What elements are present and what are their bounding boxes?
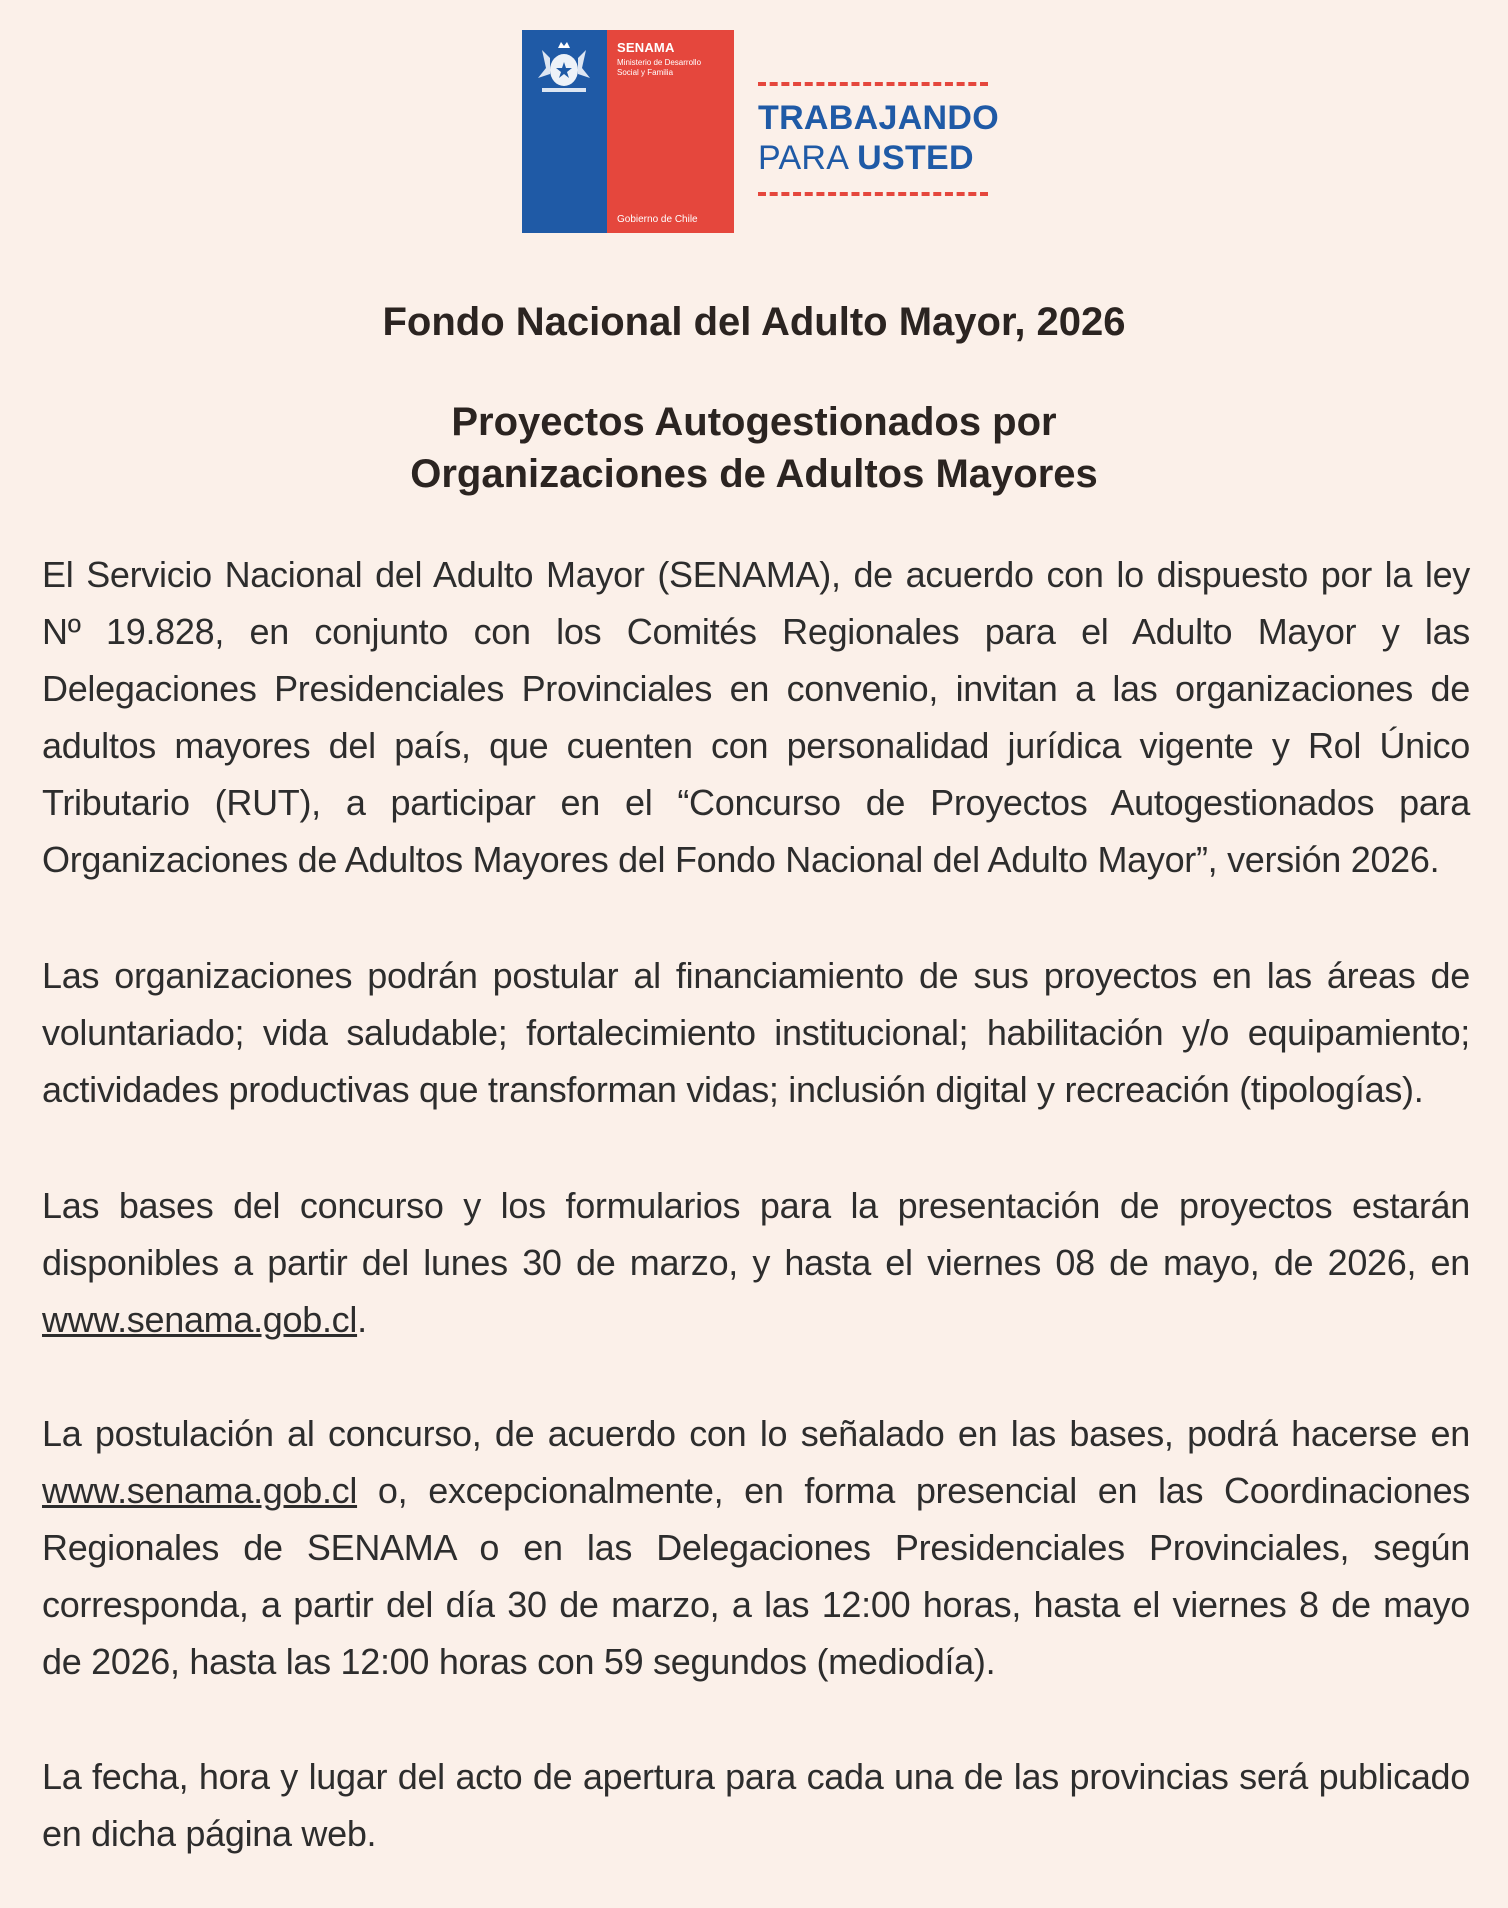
senama-logo bbox=[522, 30, 734, 233]
paragraph-opening-act: La fecha, hora y lugar del acto de apertura para cada una de las provincias será publicado en dicha página web. bbox=[42, 1756, 1470, 1854]
page-subtitle bbox=[0, 396, 1508, 500]
logo-ministry: Ministerio de Desarrollo Social y Familia bbox=[617, 58, 702, 77]
slogan-line2-a: PARA bbox=[758, 139, 858, 177]
paragraph-areas: Las organizaciones podrán postular al financiamiento de sus proyectos en las áreas de voluntariado; vida saludable; fortalecimiento institucional; habilitación y/o equipamiento; actividades productivas que transforman vidas; inclusión digital y recreación (tipologías). bbox=[42, 955, 1470, 1110]
paragraph-postulation bbox=[42, 1405, 1470, 1690]
paragraph-bases bbox=[42, 1177, 1470, 1348]
senama-website-link-2[interactable]: www.senama.gob.cl bbox=[42, 1470, 358, 1511]
coat-of-arms-icon bbox=[528, 38, 600, 98]
slogan-line1: TRABAJANDO bbox=[758, 99, 999, 137]
p3-text-before: Las bases del concurso y los formularios para la presentación de proyectos estarán disponibles a partir del lunes 30 de marzo, y hasta el viernes 08 de mayo, de 2026, en bbox=[42, 1185, 1470, 1283]
logo-government: Gobierno de Chile bbox=[617, 214, 698, 225]
slogan-line2-b: USTED bbox=[857, 139, 974, 177]
slogan-dash-bottom bbox=[758, 192, 988, 196]
slogan-dash-top bbox=[758, 82, 988, 86]
logo-red-panel bbox=[607, 30, 734, 233]
slogan bbox=[758, 82, 998, 196]
page-title: Fondo Nacional del Adulto Mayor, 2026 bbox=[382, 300, 1126, 344]
paragraph-invitation: El Servicio Nacional del Adulto Mayor (SENAMA), de acuerdo con lo dispuesto por la ley Nº 19.828, en conjunto con los Comités Regionales para el Adulto Mayor y las Delegaciones Presidenciales Provinciales en convenio, invitan a las organizaciones de adultos mayores del país, que cuenten con personalidad jurídica vigente y Rol Único Tributario (RUT), a participar en el “Concurso de Proyectos Autogestionados para Organizaciones de Adultos Mayores del Fondo Nacional del Adulto Mayor”, versión 2026. bbox=[42, 554, 1470, 880]
slogan-line2 bbox=[758, 138, 998, 178]
logo-blue-panel bbox=[522, 30, 607, 233]
p4-text-after: o, excepcionalmente, en forma presencial en las Coordinaciones Regionales de SENAMA o en las Delegaciones Presidenciales Provinciales, según corresponda, a partir del día 30 de marzo, a las 12:00 horas, hasta el viernes 8 de mayo de 2026, hasta las 12:00 horas con 59 segundos (mediodía). bbox=[42, 1470, 1470, 1682]
logo-org-name: SENAMA bbox=[617, 40, 675, 55]
p3-text-after: . bbox=[357, 1299, 367, 1340]
p4-text-before: La postulación al concurso, de acuerdo con lo señalado en las bases, podrá hacerse en bbox=[42, 1413, 1470, 1454]
subtitle-line1: Proyectos Autogestionados por bbox=[451, 400, 1057, 444]
senama-website-link[interactable]: www.senama.gob.cl bbox=[42, 1299, 358, 1340]
subtitle-line2: Organizaciones de Adultos Mayores bbox=[410, 452, 1098, 496]
header bbox=[522, 30, 1002, 235]
